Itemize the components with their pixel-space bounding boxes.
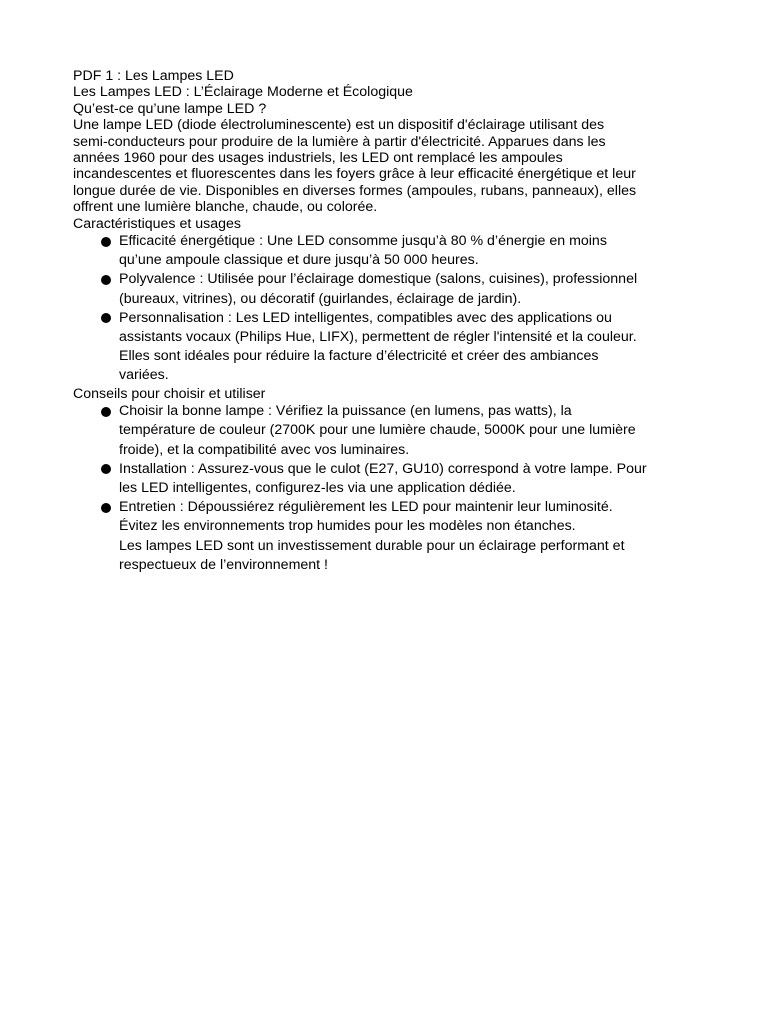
list-item-line: Installation : Assurez-vous que le culot (E27, GU10) correspond à votre lampe. Pour: [119, 460, 647, 477]
list-item-line: qu’une ampoule classique et dure jusqu’à 50 000 heures.: [119, 252, 479, 269]
section-heading-characteristics: Caractéristiques et usages: [73, 215, 241, 232]
section-heading-tips: Conseils pour choisir et utiliser: [73, 385, 266, 402]
bullet-dot-icon: [101, 313, 111, 323]
list-item-line: Efficacité énergétique : Une LED consomme jusqu’à 80 % d’énergie en moins: [119, 233, 607, 250]
intro-line: semi-conducteurs pour produire de la lumière à partir d'électricité. Apparues dans les: [73, 133, 606, 150]
list-item: [73, 232, 701, 270]
list-item: [73, 270, 701, 308]
intro-line: longue durée de vie. Disponibles en diverses formes (ampoules, rubans, panneaux), elles: [73, 182, 637, 199]
bullet-dot-icon: [101, 464, 111, 474]
bullet-dot-icon: [101, 237, 111, 247]
list-item-line: Les lampes LED sont un investissement durable pour un éclairage performant et: [119, 537, 625, 554]
list-item-line: Personnalisation : Les LED intelligentes, compatibles avec des applications ou: [119, 309, 612, 326]
list-item-line: froide), et la compatibilité avec vos luminaires.: [119, 441, 410, 458]
list-item: [73, 402, 701, 460]
list-item-line: température de couleur (2700K pour une lumière chaude, 5000K pour une lumière: [119, 422, 636, 439]
document-body: [73, 68, 701, 575]
intro-paragraph: [73, 117, 701, 215]
intro-line: années 1960 pour des usages industriels, les LED ont remplacé les ampoules: [73, 150, 563, 167]
list-item-line: assistants vocaux (Philips Hue, LIFX), permettent de régler l'intensité et la couleur.: [119, 329, 637, 346]
bullet-list-characteristics: [73, 232, 701, 386]
list-item-line: Entretien : Dépoussiérez régulièrement les LED pour maintenir leur luminosité.: [119, 499, 613, 516]
intro-line: offrent une lumière blanche, chaude, ou colorée.: [73, 199, 378, 216]
list-item: [73, 498, 701, 575]
list-item-line: les LED intelligentes, configurez-les via une application dédiée.: [119, 479, 516, 496]
list-item: [73, 309, 701, 386]
list-item-line: Polyvalence : Utilisée pour l’éclairage domestique (salons, cuisines), professionnel: [119, 271, 638, 288]
document-title: Les Lampes LED : L’Éclairage Moderne et Écologique: [73, 84, 413, 101]
list-item-line: (bureaux, vitrines), ou décoratif (guirlandes, éclairage de jardin).: [119, 290, 522, 307]
intro-line: Une lampe LED (diode électroluminescente) est un dispositif d'éclairage utilisant des: [73, 117, 605, 134]
intro-line: incandescentes et fluorescentes dans les foyers grâce à leur efficacité énergétique et leur: [73, 166, 636, 183]
document-label: PDF 1 : Les Lampes LED: [73, 68, 234, 84]
bullet-dot-icon: [101, 275, 111, 285]
list-item-line: Choisir la bonne lampe : Vérifiez la puissance (en lumens, pas watts), la: [119, 403, 572, 420]
list-item-line: Elles sont idéales pour réduire la facture d’électricité et créer des ambiances: [119, 348, 599, 365]
question-heading: Qu’est-ce qu’une lampe LED ?: [73, 100, 267, 117]
list-item-line: respectueux de l’environnement !: [119, 556, 328, 573]
bullet-dot-icon: [101, 503, 111, 513]
list-item: [73, 460, 701, 498]
list-item-line: variées.: [119, 367, 169, 384]
bullet-dot-icon: [101, 407, 111, 417]
bullet-list-tips: [73, 402, 701, 575]
list-item-line: Évitez les environnements trop humides pour les modèles non étanches.: [119, 518, 576, 535]
